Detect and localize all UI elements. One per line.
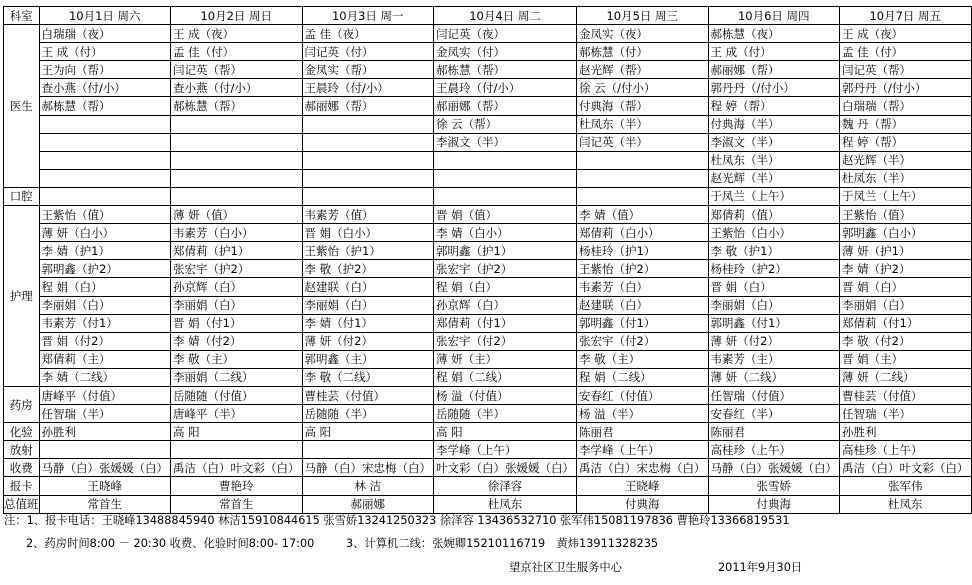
roster-cell: 任智瑞（半） [39, 405, 171, 423]
roster-cell: 郑倩莉（付1） [434, 314, 577, 332]
roster-cell: 郝栋慧（帮） [434, 61, 577, 79]
roster-cell: 魏 丹（帮） [840, 115, 972, 133]
roster-cell: 白瑞瑞（帮） [840, 97, 972, 115]
roster-cell: 李 婧（付1） [302, 314, 434, 332]
roster-row [4, 79, 972, 97]
roster-cell: 李 敬（二线） [302, 368, 434, 386]
roster-cell: 唐峰平（半） [171, 405, 303, 423]
roster-row [4, 43, 972, 61]
roster-cell: 韦素芳（付1） [39, 314, 171, 332]
roster-cell: 王紫怡（值） [840, 206, 972, 224]
roster-cell: 叶文彩（白）张媛媛（白） [434, 459, 577, 477]
dept-label: 化验 [4, 423, 40, 441]
dept-label: 放射 [4, 441, 40, 459]
roster-cell [302, 133, 434, 151]
roster-cell: 杨桂玲（护2） [708, 260, 840, 278]
roster-cell: 杜凤东（半） [840, 169, 972, 187]
roster-cell: 张宏宇（付2） [577, 332, 709, 350]
roster-cell: 郭明鑫（护1） [434, 242, 577, 260]
roster-row [4, 350, 972, 368]
roster-row [4, 423, 972, 441]
roster-cell: 赵光辉（半） [708, 169, 840, 187]
roster-cell [302, 115, 434, 133]
roster-row [4, 206, 972, 224]
roster-cell: 程 娟（白） [434, 278, 577, 296]
roster-cell: 郝栋慧（帮） [39, 97, 171, 115]
roster-row [4, 61, 972, 79]
roster-cell: 徐 云（/付小） [577, 79, 709, 97]
roster-cell: 晋 娟（主） [840, 350, 972, 368]
header-dept-label: 科室 [4, 7, 40, 25]
roster-cell: 高 阳 [302, 423, 434, 441]
roster-cell [171, 187, 303, 205]
roster-cell: 高 阳 [434, 423, 577, 441]
roster-cell [302, 187, 434, 205]
roster-cell: 晋 娟（白） [840, 278, 972, 296]
roster-cell: 郭明鑫（主） [302, 350, 434, 368]
roster-cell: 任智瑞（付值） [708, 386, 840, 404]
roster-row [4, 441, 972, 459]
dept-label: 报卡 [4, 477, 40, 495]
roster-cell: 李淑文（半） [708, 133, 840, 151]
phone-note [4, 514, 790, 528]
roster-cell: 郝丽娜 [302, 495, 434, 513]
roster-cell: 金凤实（夜） [577, 25, 709, 43]
dept-label: 口腔 [4, 187, 40, 205]
roster-cell: 林 洁 [302, 477, 434, 495]
roster-row [4, 332, 972, 350]
roster-cell: 李 敬（护2） [302, 260, 434, 278]
roster-row [4, 97, 972, 115]
roster-cell: 闫记英（半） [577, 133, 709, 151]
roster-cell: 郭丹丹（/付小） [708, 79, 840, 97]
roster-cell: 闫记英（帮） [840, 61, 972, 79]
roster-cell: 程 娟（白） [39, 278, 171, 296]
roster-cell: 安春红（付值） [577, 386, 709, 404]
duty-roster-table [3, 6, 972, 514]
roster-cell: 李 敬（主） [577, 350, 709, 368]
roster-cell: 郭明鑫（付1） [577, 314, 709, 332]
roster-cell: 李丽娟（白） [708, 296, 840, 314]
roster-cell: 李丽娟（白） [39, 296, 171, 314]
roster-cell [577, 169, 709, 187]
roster-cell: 李丽娟（白） [302, 296, 434, 314]
roster-cell: 马静（白）张媛媛（白） [708, 459, 840, 477]
hours-note-text: 2、药房时间8:00 － 20:30 收费、化验时间8:00- 17:00 [26, 537, 315, 550]
roster-cell: 金凤实（付） [434, 43, 577, 61]
roster-cell: 杜凤东（半） [708, 151, 840, 169]
roster-cell [302, 169, 434, 187]
roster-cell: 于凤兰（上午） [708, 187, 840, 205]
roster-cell: 高 阳 [171, 423, 303, 441]
roster-cell: 闫记英（付） [302, 43, 434, 61]
roster-cell: 马静（白）张媛媛（白） [39, 459, 171, 477]
roster-row [4, 242, 972, 260]
roster-cell: 于凤兰（上午） [840, 187, 972, 205]
roster-cell: 孙京辉（白） [434, 296, 577, 314]
roster-row [4, 224, 972, 242]
roster-cell: 张军伟 [840, 477, 972, 495]
roster-cell: 赵建联（白） [302, 278, 434, 296]
roster-cell: 杜凤东（半） [577, 115, 709, 133]
roster-cell [577, 187, 709, 205]
roster-cell: 李 婧（白小） [434, 224, 577, 242]
dept-label: 总值班 [4, 495, 40, 513]
roster-cell: 任智瑞（半） [840, 405, 972, 423]
roster-cell [39, 187, 171, 205]
roster-cell [39, 169, 171, 187]
roster-cell: 郑倩莉（付1） [840, 314, 972, 332]
roster-cell: 李 婧（付2） [171, 332, 303, 350]
roster-cell: 王紫怡（护2） [577, 260, 709, 278]
roster-cell: 郭明鑫（付1） [708, 314, 840, 332]
dept-label: 医生 [4, 25, 40, 188]
roster-cell [171, 133, 303, 151]
roster-cell: 张宏宇（护2） [434, 260, 577, 278]
roster-cell: 韦素芳（主） [708, 350, 840, 368]
roster-cell: 李学峰（上午） [577, 441, 709, 459]
roster-cell [39, 115, 171, 133]
roster-cell: 付典海 [577, 495, 709, 513]
roster-cell: 郝栋慧（夜） [708, 25, 840, 43]
header-day: 10月7日 周五 [840, 7, 972, 25]
roster-cell: 陈丽君 [708, 423, 840, 441]
roster-cell: 郭明鑫（白小） [840, 224, 972, 242]
roster-cell: 郑倩莉（护1） [171, 242, 303, 260]
roster-cell [302, 441, 434, 459]
roster-cell: 晋 娟（付1） [171, 314, 303, 332]
roster-cell: 查小燕（付/小） [39, 79, 171, 97]
roster-row [4, 278, 972, 296]
roster-cell: 薄 妍（白小） [39, 224, 171, 242]
roster-cell: 孟 佳（夜） [302, 25, 434, 43]
roster-row [4, 133, 972, 151]
roster-cell: 赵光辉（帮） [577, 61, 709, 79]
roster-cell: 付典海（半） [708, 115, 840, 133]
roster-cell: 曹桂芸（付值） [840, 386, 972, 404]
roster-cell [171, 115, 303, 133]
roster-cell [39, 441, 171, 459]
roster-cell: 高桂珍（上午） [708, 441, 840, 459]
roster-cell: 程 娟（二线） [434, 368, 577, 386]
roster-cell: 晋 娟（白） [708, 278, 840, 296]
roster-cell [577, 151, 709, 169]
roster-cell: 韦素芳（白小） [171, 224, 303, 242]
roster-cell: 张雪娇 [708, 477, 840, 495]
roster-cell: 郝丽娜（帮） [302, 97, 434, 115]
roster-cell [39, 133, 171, 151]
roster-row [4, 296, 972, 314]
roster-row [4, 115, 972, 133]
roster-cell: 李丽娟（二线） [171, 368, 303, 386]
roster-cell: 王 成（夜） [171, 25, 303, 43]
roster-cell: 常首生 [39, 495, 171, 513]
roster-cell: 岳随随（付值） [171, 386, 303, 404]
roster-cell: 张宏宇（护2） [171, 260, 303, 278]
roster-cell: 郭丹丹（/付小） [840, 79, 972, 97]
roster-cell: 闫记英（夜） [434, 25, 577, 43]
roster-cell: 王紫怡（白小） [708, 224, 840, 242]
roster-cell: 孟 佳（付） [171, 43, 303, 61]
roster-row [4, 495, 972, 513]
roster-cell: 李 婧（护2） [840, 260, 972, 278]
roster-cell [302, 151, 434, 169]
roster-cell: 李 婧（二线） [39, 368, 171, 386]
footer-organization: 望京社区卫生服务中心 [509, 561, 622, 574]
roster-row [4, 187, 972, 205]
roster-cell: 程 婷（帮） [840, 133, 972, 151]
header-day: 10月3日 周一 [302, 7, 434, 25]
roster-cell: 薄 妍（值） [171, 206, 303, 224]
roster-cell: 王 成（夜） [840, 25, 972, 43]
roster-cell: 王紫怡（护1） [302, 242, 434, 260]
roster-cell: 查小燕（付/小） [171, 79, 303, 97]
roster-cell: 陈丽君 [577, 423, 709, 441]
roster-cell: 白瑞瑞（夜） [39, 25, 171, 43]
roster-cell: 孟 佳（付） [840, 43, 972, 61]
roster-cell: 安春红（半） [708, 405, 840, 423]
header-day: 10月5日 周三 [577, 7, 709, 25]
roster-cell: 李 敬（护1） [708, 242, 840, 260]
roster-cell: 徐泽容 [434, 477, 577, 495]
roster-cell: 郑倩莉（主） [39, 350, 171, 368]
roster-cell: 禹洁（白）宋忠梅（白） [577, 459, 709, 477]
roster-cell: 薄 妍（付2） [708, 332, 840, 350]
roster-cell: 马静（白）宋忠梅（白） [302, 459, 434, 477]
roster-cell: 李 敬（付2） [840, 332, 972, 350]
roster-cell: 王 成（付） [708, 43, 840, 61]
roster-cell: 杜凤东 [840, 495, 972, 513]
roster-cell [39, 151, 171, 169]
roster-cell: 郝栋慧（付） [577, 43, 709, 61]
roster-cell: 杨 溢（付值） [434, 386, 577, 404]
dept-label: 收费 [4, 459, 40, 477]
header-day: 10月1日 周六 [39, 7, 171, 25]
roster-cell: 郭明鑫（护2） [39, 260, 171, 278]
roster-cell: 李 敬（主） [171, 350, 303, 368]
roster-cell: 王 成（付） [39, 43, 171, 61]
roster-row [4, 25, 972, 43]
roster-cell: 曹桂芸（付值） [302, 386, 434, 404]
roster-cell: 闫记英（帮） [171, 61, 303, 79]
roster-row [4, 314, 972, 332]
roster-cell: 程 婷（帮） [708, 97, 840, 115]
roster-cell: 张宏宇（付2） [434, 332, 577, 350]
roster-cell: 薄 妍（护1） [840, 242, 972, 260]
dept-label: 护理 [4, 206, 40, 387]
roster-cell: 李学峰（上午） [434, 441, 577, 459]
roster-cell: 王晓峰 [577, 477, 709, 495]
roster-row [4, 386, 972, 404]
roster-cell [171, 169, 303, 187]
roster-cell: 程 娟（二线） [577, 368, 709, 386]
roster-cell: 李 婧（护1） [39, 242, 171, 260]
roster-cell: 孙京辉（白） [171, 278, 303, 296]
it-support-note-text: 3、计算机二线：张婉卿15210116719 黄炜13911328235 [345, 537, 659, 550]
roster-cell [434, 187, 577, 205]
roster-cell [171, 151, 303, 169]
roster-cell: 晋 娟（付2） [39, 332, 171, 350]
roster-cell [434, 151, 577, 169]
roster-cell: 金凤实（帮） [302, 61, 434, 79]
dept-label: 药房 [4, 386, 40, 422]
roster-cell: 孙胜利 [39, 423, 171, 441]
header-day: 10月6日 周四 [708, 7, 840, 25]
roster-cell: 赵光辉（半） [840, 151, 972, 169]
roster-cell: 常首生 [171, 495, 303, 513]
roster-cell: 郝丽娜（帮） [434, 97, 577, 115]
roster-row [4, 477, 972, 495]
roster-cell: 韦素芳（白） [577, 278, 709, 296]
roster-cell: 杨桂玲（护1） [577, 242, 709, 260]
roster-cell: 薄 妍（主） [434, 350, 577, 368]
header-day: 10月4日 周二 [434, 7, 577, 25]
roster-cell: 赵建联（白） [577, 296, 709, 314]
roster-cell: 晋 娟（白小） [302, 224, 434, 242]
roster-cell: 薄 妍（付2） [302, 332, 434, 350]
roster-cell: 王晨玲（付/小） [434, 79, 577, 97]
roster-row [4, 169, 972, 187]
roster-cell: 李丽娟（白） [840, 296, 972, 314]
roster-row [4, 260, 972, 278]
roster-cell: 付典海（帮） [577, 97, 709, 115]
roster-cell: 李丽娟（白） [171, 296, 303, 314]
header-day: 10月2日 周日 [171, 7, 303, 25]
header-row [4, 7, 972, 25]
roster-cell: 禹洁（白）叶文彩（白） [171, 459, 303, 477]
roster-cell: 高桂珍（上午） [840, 441, 972, 459]
roster-cell: 曹艳玲 [171, 477, 303, 495]
roster-cell: 郝丽娜（帮） [708, 61, 840, 79]
footer-date: 2011年9月30日 [718, 561, 803, 574]
roster-row [4, 405, 972, 423]
roster-cell: 薄 妍（二线） [708, 368, 840, 386]
roster-cell [434, 169, 577, 187]
roster-cell: 李 婧（值） [577, 206, 709, 224]
roster-row [4, 151, 972, 169]
roster-cell: 郑倩莉（白小） [577, 224, 709, 242]
roster-cell: 孙胜利 [840, 423, 972, 441]
roster-cell: 王为向（帮） [39, 61, 171, 79]
hours-note [26, 537, 658, 551]
roster-cell: 薄 妍（二线） [840, 368, 972, 386]
roster-cell: 王紫怡（值） [39, 206, 171, 224]
roster-cell: 晋 娟（值） [434, 206, 577, 224]
roster-cell: 禹洁（白）叶文彩（白） [840, 459, 972, 477]
roster-cell: 杜凤东 [434, 495, 577, 513]
roster-cell: 唐峰平（付值） [39, 386, 171, 404]
roster-cell: 岳随随（半） [302, 405, 434, 423]
roster-cell: 郑倩莉（值） [708, 206, 840, 224]
roster-row [4, 368, 972, 386]
roster-cell [171, 441, 303, 459]
roster-cell: 岳随随（半） [434, 405, 577, 423]
phone-note-text: 注：1、报卡电话：王晓峰13488845940 林洁15910844615 张雪娇13241250323 徐泽容 13436532710 张军伟15081197836 曹艳玲13366819531 [4, 514, 790, 527]
roster-row [4, 459, 972, 477]
roster-cell: 郝栋慧（帮） [171, 97, 303, 115]
roster-cell: 王晓峰 [39, 477, 171, 495]
roster-cell: 徐 云（帮） [434, 115, 577, 133]
roster-cell: 付典海 [708, 495, 840, 513]
roster-cell: 李淑文（半） [434, 133, 577, 151]
roster-cell: 韦素芳（值） [302, 206, 434, 224]
roster-cell: 王晨玲（付/小） [302, 79, 434, 97]
roster-cell: 杨 溢（半） [577, 405, 709, 423]
